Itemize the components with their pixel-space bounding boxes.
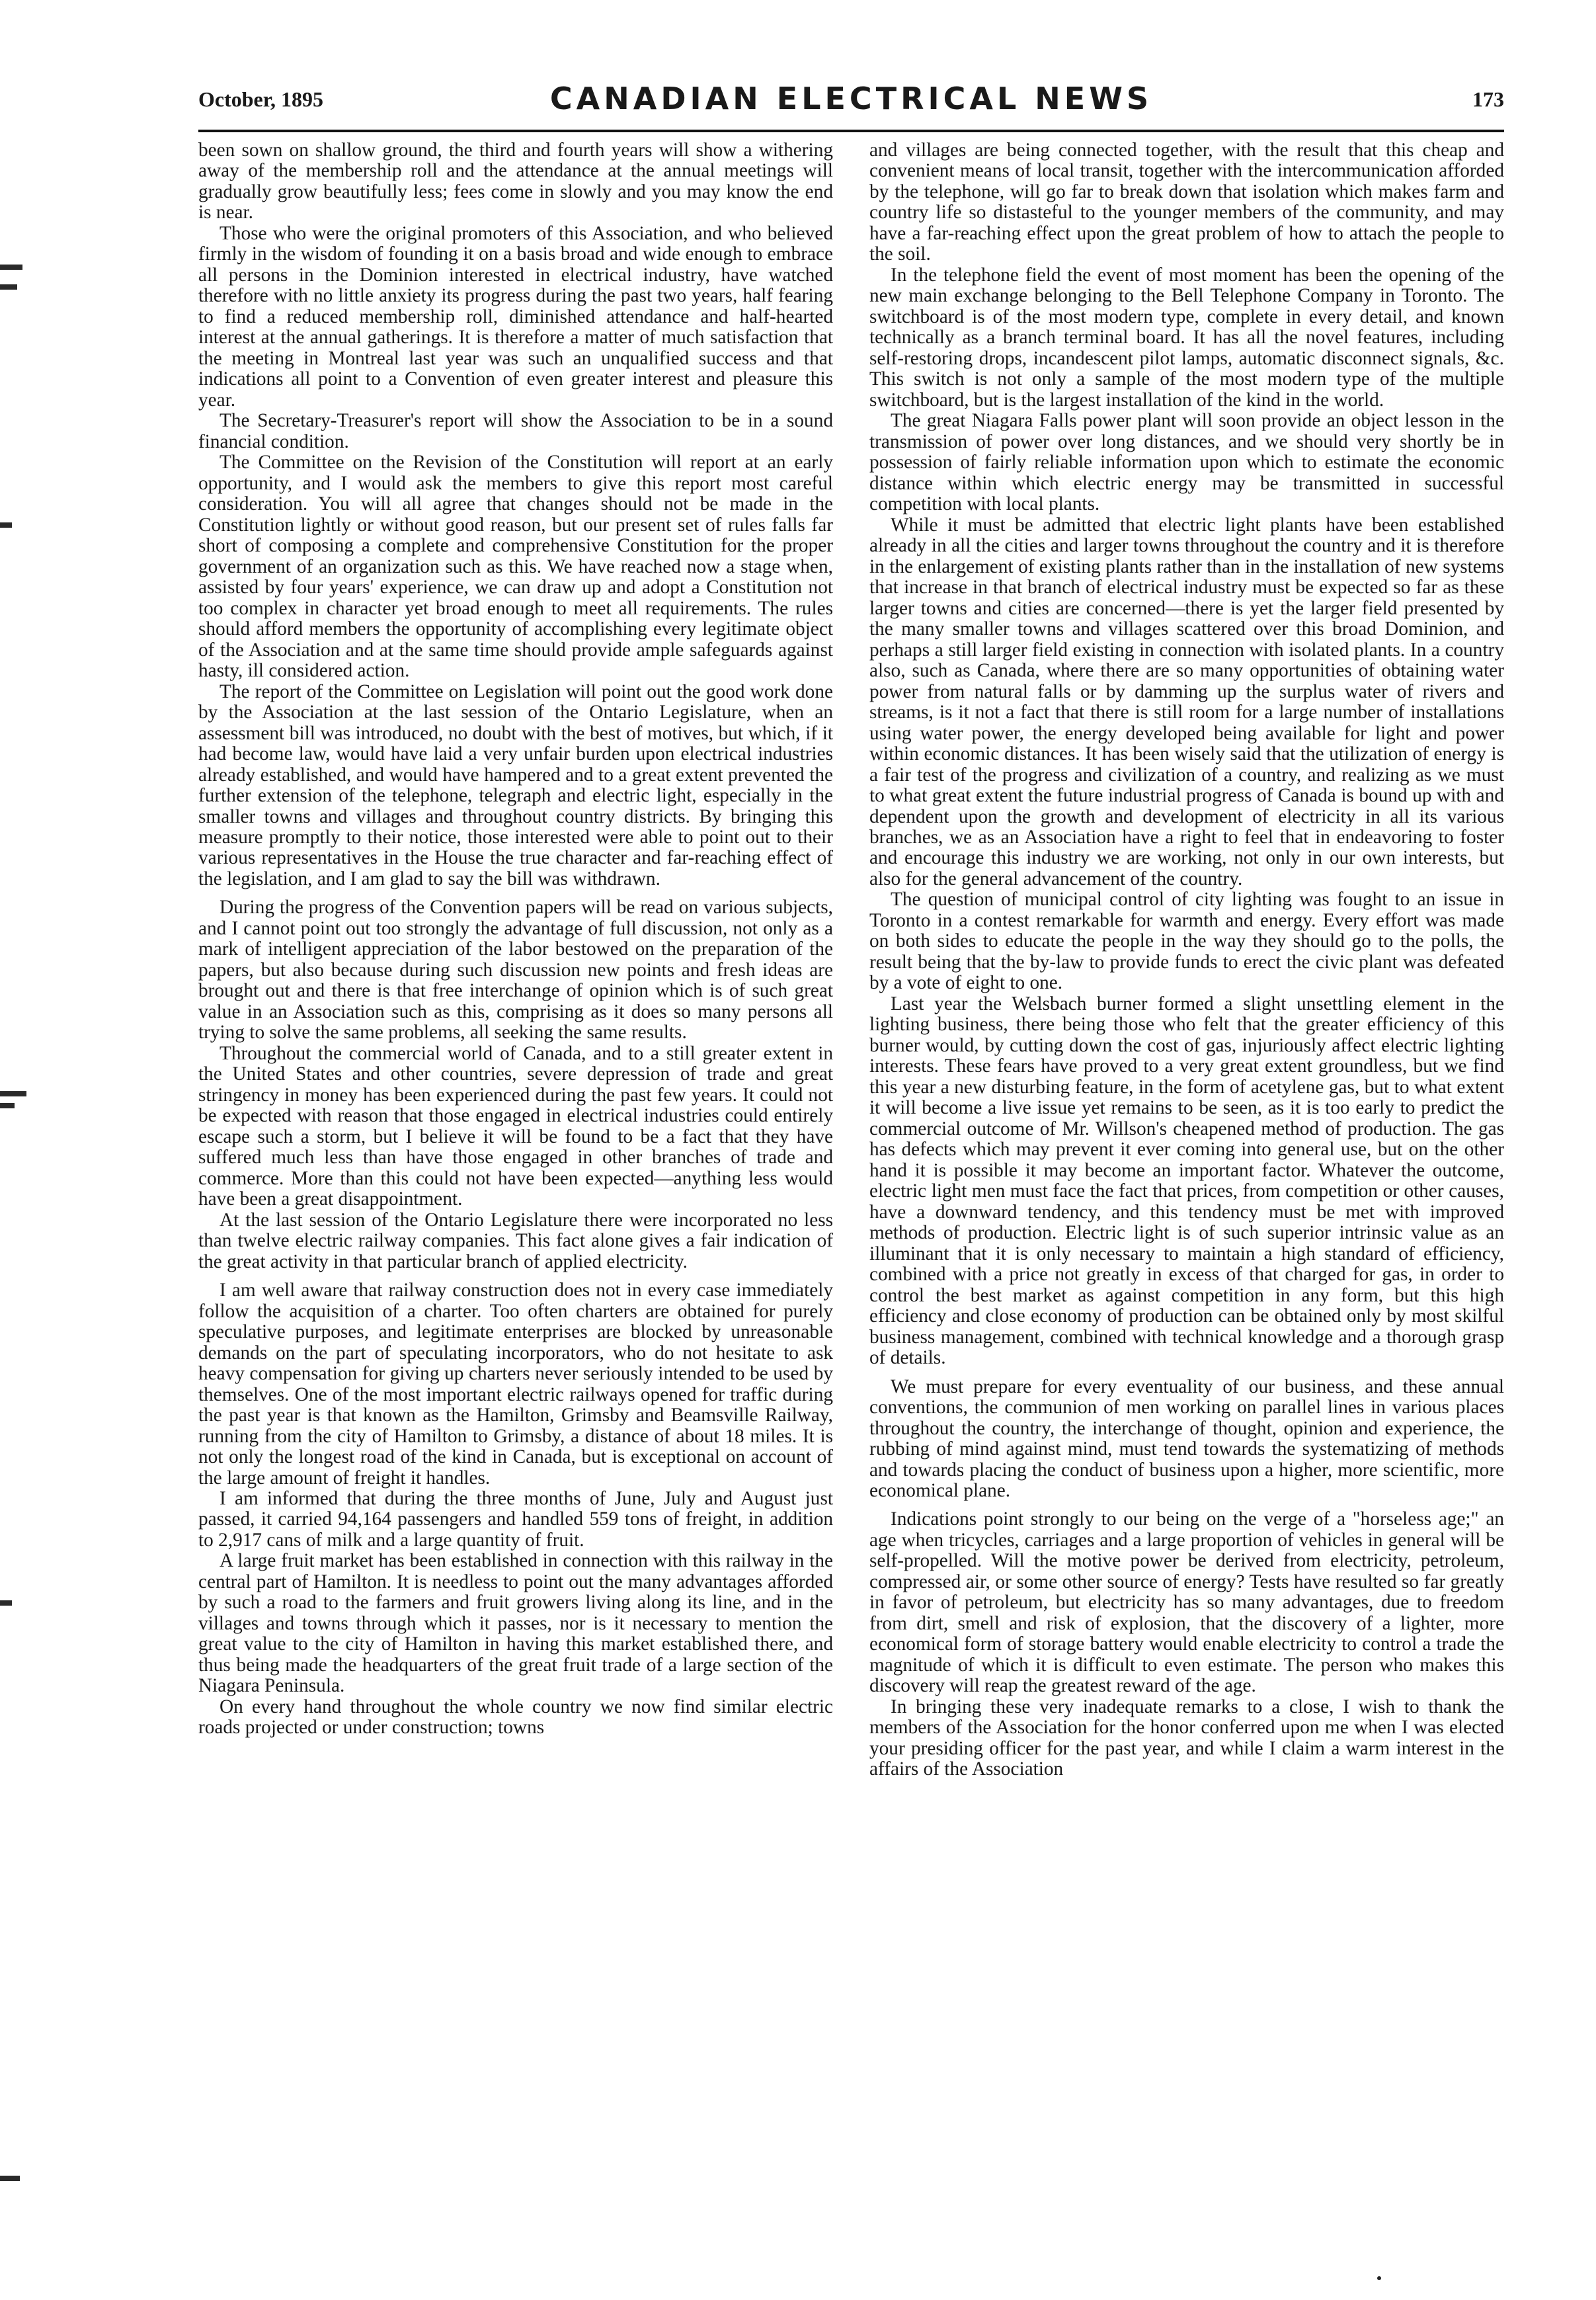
paragraph: On every hand throughout the whole country we now find similar electric roads projected or under construction; towns xyxy=(198,1696,833,1739)
paragraph: and villages are being connected together, with the result that this cheap and convenient means of local transit, together with the intercommunication afforded by the telephone, will go far to break down that isolation which makes farm and country life so distasteful to the younger members of the community, and may have a far-reaching effect upon the great problem of how to attach the people to the soil. xyxy=(869,140,1504,265)
issue-date: October, 1895 xyxy=(198,87,324,111)
paragraph: At the last session of the Ontario Legislature there were incorporated no less than twelve electric railway companies. This fact alone gives a fair indication of the great activity in that particular branch of applied electricity. xyxy=(198,1209,833,1272)
running-header xyxy=(198,78,1504,124)
paragraph: The Committee on the Revision of the Constitution will report at an early opportunity, and I would ask the members to give this report most careful consideration. You will all agree that changes should not be made in the Constitution lightly or without good reason, but our present set of rules falls far short of composing a complete and comprehensive Constitution for the proper government of an organization such as this. We have reached now a stage when, assisted by four years' experience, we can draw up and adopt a Constitution not too complex in character yet broad enough to meet all requirements. The rules should afford members the opportunity of accomplishing every legitimate object of the Association and at the same time should provide ample safeguards against hasty, ill considered action. xyxy=(198,452,833,682)
page-number: 173 xyxy=(1472,87,1504,111)
scan-margin-marks xyxy=(0,0,46,2300)
paragraph: We must prepare for every eventuality of our business, and these annual conventions, the communion of men working on parallel lines in various places throughout the country, the interchange of thought, opinion and experience, the rubbing of mind against mind, must tend towards the systematizing of methods and towards placing the conduct of business upon a higher, more scientific, more economical plane. xyxy=(869,1376,1504,1501)
publication-title: CANADIAN ELECTRICAL NEWS xyxy=(549,81,1153,116)
left-column xyxy=(198,140,833,2276)
paragraph: The great Niagara Falls power plant will soon provide an object lesson in the transmission of power over long distances, and we should very shortly be in possession of fairly reliable information upon which to estimate the economic distance within which electric energy may be transmitted in successful competition with local plants. xyxy=(869,410,1504,515)
paragraph: In the telephone field the event of most moment has been the opening of the new main exchange belonging to the Bell Telephone Company in Toronto. The switchboard is of the most modern type, complete in every detail, and known technically as a branch terminal board. It has all the novel features, including self-restoring drops, incandescent pilot lamps, automatic disconnect signals, &c. This switch is not only a sample of the most modern type of the multiple switchboard, but is the largest installation of the kind in the world. xyxy=(869,264,1504,411)
paragraph: During the progress of the Convention papers will be read on various subjects, and I cannot point out too strongly the advantage of full discussion, not only as a mark of intelligent appreciation of the labor bestowed on the preparation of the papers, but also because during such discussion new points and fresh ideas are brought out and there is that free interchange of opinion which is of such great value in an Association such as this, comprising as it does so many persons all trying to solve the same problems, all seeking the same results. xyxy=(198,897,833,1044)
paragraph: Last year the Welsbach burner formed a slight unsettling element in the lighting business, there being those who felt that the greater efficiency of this burner would, by cutting down the cost of gas, injuriously affect electric lighting interests. These fears have proved to a very great extent groundless, but we find this year a new disturbing feature, in the form of acetylene gas, but to what extent it will become a live issue yet remains to be seen, as it is too early to predict the commercial outcome of Mr. Willson's cheapened method of production. The gas has defects which may prevent it ever coming into general use, but on the other hand it is possible it may become an important factor. Whatever the outcome, electric light men must face the fact that prices, from competition or other causes, have a downward tendency, and this tendency must be met with improved methods of production. Electric light is of such superior intrinsic value as an illuminant that it is only necessary to maintain a high standard of efficiency, combined with a price not greatly in excess of that charged for gas, in order to control the best market as against competition in any form, but this high efficiency and close economy of production can be obtained only by most skilful business management, combined with technical knowledge and a thorough grasp of details. xyxy=(869,993,1504,1369)
footer-mark xyxy=(1377,2276,1381,2280)
paragraph: A large fruit market has been established in connection with this railway in the central part of Hamilton. It is needless to point out the many advantages afforded by such a road to the farmers and fruit growers living along its line, and in the villages and towns through which it passes, nor is it necessary to mention the great value to the city of Hamilton in having this market established there, and thus being made the headquarters of the great fruit trade of a large section of the Niagara Peninsula. xyxy=(198,1550,833,1697)
paragraph: The question of municipal control of city lighting was fought to an issue in Toronto in a contest remarkable for warmth and energy. Every effort was made on both sides to educate the people in the way they should go to the polls, the result being that the by-law to provide funds to erect the civic plant was defeated by a vote of eight to one. xyxy=(869,889,1504,994)
paragraph: Indications point strongly to our being on the verge of a "horseless age;" an age when tricycles, carriages and a large proportion of vehicles in general will be self-propelled. Will the motive power be derived from electricity, petroleum, compressed air, or some other source of energy? Tests have resulted so far greatly in favor of petroleum, but electricity has so many advantages, due to freedom from dirt, smell and risk of explosion, that the discovery of a lighter, more economical form of storage battery would enable electricity to control a trade the magnitude of which it is difficult to even estimate. The person who makes this discovery will reap the greatest reward of the age. xyxy=(869,1508,1504,1697)
paragraph: In bringing these very inadequate remarks to a close, I wish to thank the members of the Association for the honor conferred upon me when I was elected your presiding officer for the past year, and while I claim a warm interest in the affairs of the Association xyxy=(869,1696,1504,1780)
paragraph: The report of the Committee on Legislation will point out the good work done by the Association at the last session of the Ontario Legislature, when an assessment bill was introduced, no doubt with the best of motives, but which, if it had become law, would have laid a very unfair burden upon electrical industries already established, and would have hampered and to a great extent prevented the further extension of the telephone, telegraph and electric light, especially in the smaller towns and villages and throughout country districts. By bringing this measure promptly to their notice, those interested were able to point out to their various representatives in the House the true character and far-reaching effect of the legislation, and I am glad to say the bill was withdrawn. xyxy=(198,680,833,889)
paragraph: been sown on shallow ground, the third and fourth years will show a withering away of the membership roll and the attendance at the annual meetings will gradually grow beautifully less; fees come in slowly and you may know the end is near. xyxy=(198,140,833,224)
paragraph: The Secretary-Treasurer's report will show the Association to be in a sound financial condition. xyxy=(198,410,833,452)
paragraph: I am informed that during the three months of June, July and August just passed, it carried 94,164 passengers and handled 559 tons of freight, in addition to 2,917 cans of milk and a large quantity of fruit. xyxy=(198,1488,833,1551)
paragraph: Those who were the original promoters of this Association, and who believed firmly in the wisdom of founding it on a basis broad and wide enough to embrace all persons in the Dominion interested in electrical industry, have watched therefore with no little anxiety its progress during the past two years, half fearing to find a reduced membership roll, diminished attendance and half-hearted interest at the annual gatherings. It is therefore a matter of much satisfaction that the meeting in Montreal last year was such an unqualified success and that indications all point to a Convention of even greater interest and pleasure this year. xyxy=(198,222,833,411)
header-rule xyxy=(198,130,1504,132)
paragraph: Throughout the commercial world of Canada, and to a still greater extent in the United States and other countries, severe depression of trade and great stringency in money has been experienced during the past few years. It could not be expected with reason that those engaged in electrical industries could entirely escape such a storm, but I believe it will be found to be a fact that they have suffered much less than have those engaged in other branches of trade and commerce. More than this could not have been expected—anything less would have been a great disappointment. xyxy=(198,1042,833,1210)
paragraph: I am well aware that railway construction does not in every case immediately follow the acquisition of a charter. Too often charters are obtained for purely speculative purposes, and legitimate enterprises are blocked by unreasonable demands on the part of speculating incorporators, who do not hesitate to ask heavy compensation for giving up charters never seriously intended to be used by themselves. One of the most important electric railways opened for traffic during the past year is that known as the Hamilton, Grimsby and Beamsville Railway, running from the city of Hamilton to Grimsby, a distance of about 18 miles. It is not only the longest road of the kind in Canada, but is exceptional on account of the large amount of freight it handles. xyxy=(198,1280,833,1489)
right-column xyxy=(869,140,1504,2276)
paragraph: While it must be admitted that electric light plants have been established already in all the cities and larger towns throughout the country and it is therefore in the enlargement of existing plants rather than in the installation of new systems that increase in that branch of electrical industry must be expected so far as these larger towns and cities are concerned—there is yet the larger field presented by the many smaller towns and villages scattered over this broad Dominion, and perhaps a still larger field existing in connection with isolated plants. In a country also, such as Canada, where there are so many opportunities of obtaining water power from natural falls or by damming up the surplus water of rivers and streams, is it not a fact that there is still room for a large number of installations using water power, the energy developed being available for light and power within economic distances. It has been wisely said that the utilization of energy is a fair test of the progress and civilization of a country, and realizing as we must to what great extent the future industrial progress of Canada is bound up with and dependent upon the growth and development of electricity in all its various branches, we as an Association have a right to feel that in endeavoring to foster and encourage this industry we are working, not only in our own interests, but also for the general advancement of the country. xyxy=(869,514,1504,889)
